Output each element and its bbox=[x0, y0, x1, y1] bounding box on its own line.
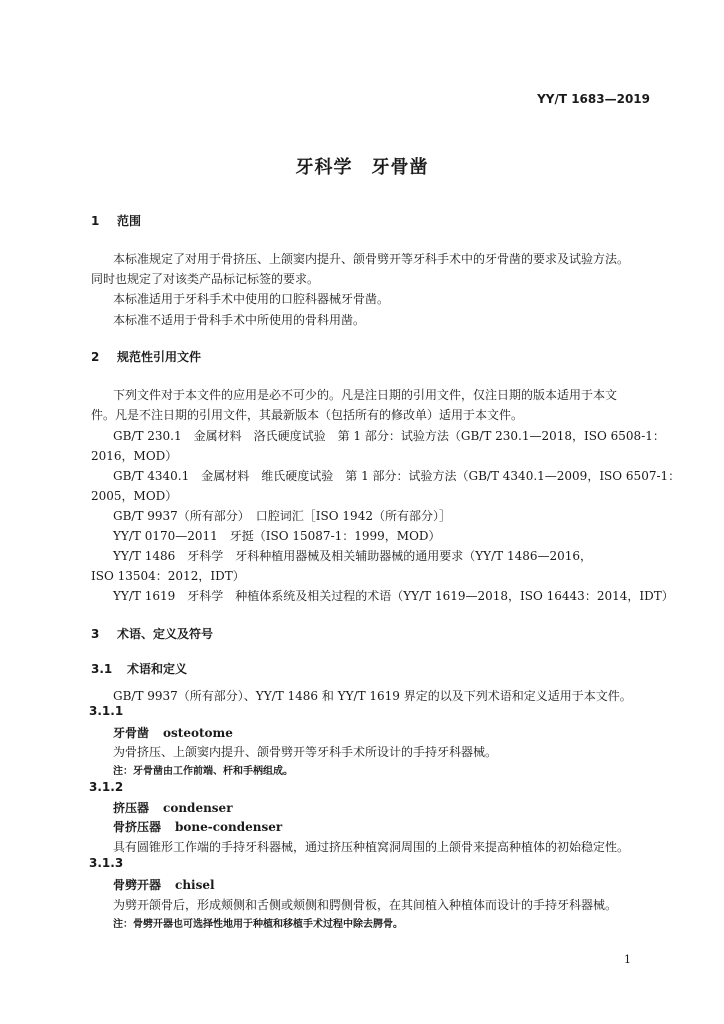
section-title: 术语、定义及符号 bbox=[117, 627, 214, 641]
reference-item: GB/T 230.1 金属材料 洛氏硬度试验 第 1 部分：试验方法（GB/T 230.1—2018，ISO 6508-1： bbox=[113, 429, 665, 443]
term-note: 注：骨劈开器也可选择性地用于种植和移植手术过程中除去腭骨。 bbox=[113, 919, 403, 930]
term-entry bbox=[113, 724, 233, 741]
term-english: condenser bbox=[163, 801, 233, 815]
section-number: 1 bbox=[91, 214, 100, 228]
paragraph: 本标准不适用于骨科手术中所使用的骨科用凿。 bbox=[113, 313, 366, 327]
term-alternative bbox=[113, 818, 282, 835]
section-2-heading bbox=[91, 348, 201, 365]
paragraph: GB/T 9937（所有部分）、YY/T 1486 和 YY/T 1619 界定的以及下列术语和定义适用于本文件。 bbox=[113, 689, 632, 703]
reference-item: YY/T 0170—2011 牙挺（ISO 15087-1：1999，MOD） bbox=[113, 529, 441, 543]
document-title: 牙科学 牙骨凿 bbox=[295, 157, 429, 178]
paragraph-continuation: 件。凡是不注日期的引用文件，其最新版本（包括所有的修改单）适用于本文件。 bbox=[91, 408, 524, 422]
paragraph-continuation: 同时也规定了对该类产品标记标签的要求。 bbox=[91, 272, 320, 286]
term-english: osteotome bbox=[163, 726, 233, 740]
section-number: 2 bbox=[91, 350, 100, 364]
reference-item: YY/T 1619 牙科学 种植体系统及相关过程的术语（YY/T 1619—2018，ISO 16443：2014，IDT） bbox=[113, 589, 674, 603]
term-definition: 为骨挤压、上颌窦内提升、颌骨劈开等牙科手术所设计的手持牙科器械。 bbox=[113, 745, 498, 759]
term-chinese: 牙骨凿 bbox=[113, 726, 150, 740]
clause-number: 3.1.3 bbox=[89, 856, 124, 870]
subsection-title: 术语和定义 bbox=[127, 662, 188, 676]
subsection-number: 3.1 bbox=[91, 662, 113, 676]
standard-code: YY/T 1683—2019 bbox=[537, 92, 650, 106]
section-title: 范围 bbox=[117, 214, 142, 228]
clause-number: 3.1.2 bbox=[89, 780, 124, 794]
paragraph: 本标准规定了对用于骨挤压、上颌窦内提升、颌骨劈开等牙科手术中的牙骨凿的要求及试验方法。 bbox=[113, 252, 630, 266]
term-entry bbox=[113, 799, 233, 816]
term-english: bone-condenser bbox=[175, 820, 283, 834]
term-definition: 为劈开颌骨后，形成颊侧和舌侧或颊侧和腭侧骨板，在其间植入种植体而设计的手持牙科器械。 bbox=[113, 898, 618, 912]
term-english: chisel bbox=[175, 878, 215, 892]
section-1-heading bbox=[91, 212, 141, 229]
reference-continuation: 2005，MOD） bbox=[91, 489, 178, 503]
section-number: 3 bbox=[91, 627, 100, 641]
clause-number: 3.1.1 bbox=[89, 704, 124, 718]
term-definition: 具有圆锥形工作端的手持牙科器械，通过挤压种植窝洞周围的上颌骨来提高种植体的初始稳定性。 bbox=[113, 840, 630, 854]
term-note: 注：牙骨凿由工作前端、杆和手柄组成。 bbox=[113, 766, 293, 777]
term-chinese: 骨劈开器 bbox=[113, 878, 162, 892]
term-entry bbox=[113, 876, 215, 893]
reference-continuation: 2016，MOD） bbox=[91, 449, 178, 463]
reference-item: GB/T 4340.1 金属材料 维氏硬度试验 第 1 部分：试验方法（GB/T 4340.1—2009，ISO 6507-1： bbox=[113, 469, 681, 483]
term-chinese: 骨挤压器 bbox=[113, 820, 162, 834]
section-3-heading bbox=[91, 625, 213, 642]
page-number: 1 bbox=[624, 953, 631, 966]
paragraph: 下列文件对于本文件的应用是必不可少的。凡是注日期的引用文件，仅注日期的版本适用于本文 bbox=[113, 388, 618, 402]
reference-continuation: ISO 13504：2012，IDT） bbox=[91, 569, 245, 583]
section-title: 规范性引用文件 bbox=[117, 350, 202, 364]
subsection-3-1-heading bbox=[91, 660, 187, 677]
paragraph: 本标准适用于牙科手术中使用的口腔科器械牙骨凿。 bbox=[113, 292, 390, 306]
term-chinese: 挤压器 bbox=[113, 801, 150, 815]
reference-item: YY/T 1486 牙科学 牙科种植用器械及相关辅助器械的通用要求（YY/T 1486—2016， bbox=[113, 549, 593, 563]
reference-item: GB/T 9937（所有部分） 口腔词汇［ISO 1942（所有部分）］ bbox=[113, 509, 451, 523]
